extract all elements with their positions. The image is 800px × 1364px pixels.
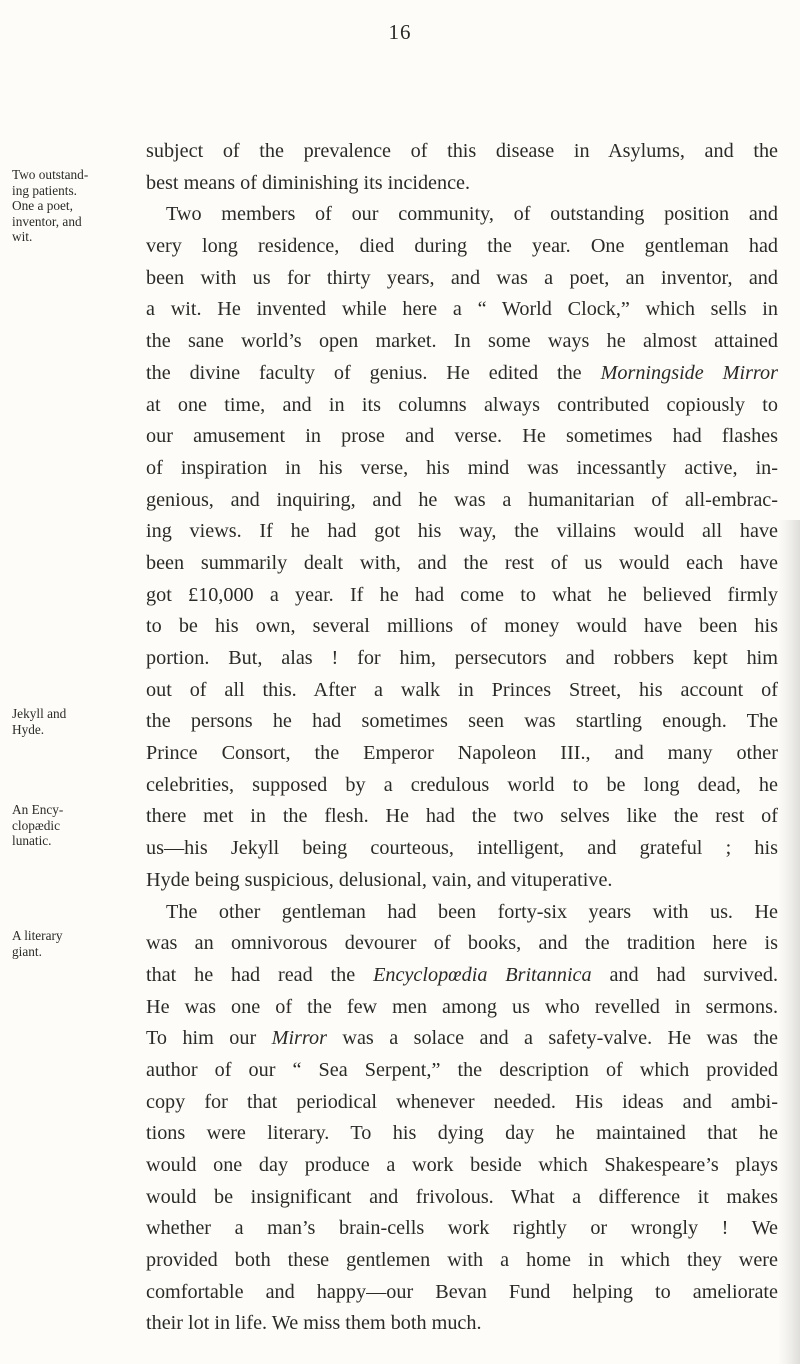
text-line [146,1245,778,1277]
text-line [146,738,778,770]
text-segment: portion. But, alas ! for him, persecutors and robbers kept him [146,647,778,669]
text-segment: provided both these gentlemen with a home in which they were [146,1249,778,1272]
text-segment: the persons he had sometimes seen was startling enough. The [146,710,778,733]
text-line [146,1213,778,1245]
italic-title: Morningside Mirror [600,361,778,384]
text-segment: was a solace and a safety-valve. He was the [326,1027,778,1050]
text-line [146,675,778,707]
text-line [146,1150,778,1182]
text-segment: tions were literary. To his dying day he maintained that he [146,1122,778,1145]
text-segment: would one day produce a work beside which Shakespeare’s plays [146,1154,778,1176]
text-line [146,390,778,422]
text-segment: the sane world’s open market. In some ways he almost attained [146,330,778,353]
text-line [146,1277,778,1309]
text-line [146,611,778,643]
text-line [146,801,778,833]
text-line [146,326,778,358]
text-segment: out of all this. After a walk in Princes Street, his account of [146,678,778,701]
text-line [146,1182,778,1214]
italic-title: Encyclopœdia Britannica [373,963,592,986]
text-line [146,992,778,1024]
margin-note-line: Hyde. [12,721,45,737]
text-segment: ing views. If he had got his way, the villains would all have [146,520,778,543]
text-segment: their lot in life. We miss them both much. [146,1312,482,1335]
text-segment: would be insignificant and frivolous. What a difference it makes [146,1185,778,1208]
text-line [146,485,778,517]
body-text [146,136,778,1340]
margin-note-outstanding-patients [12,167,130,245]
margin-note-line: lunatic. [12,833,52,848]
text-line [146,358,778,390]
text-line [146,643,778,675]
text-segment: copy for that periodical whenever needed. His ideas and ambi- [146,1090,778,1113]
text-segment: was an omnivorous devourer of books, and the tradition here is [146,932,778,955]
text-segment: the divine faculty of genius. He edited the [146,361,601,384]
text-segment: Two members of our community, of outstanding position and [166,203,778,226]
text-line [146,865,778,897]
text-line [146,1087,778,1119]
text-segment: whether a man’s brain-cells work rightly or wrongly ! We [146,1217,778,1240]
text-line [146,1308,778,1340]
text-line [146,263,778,295]
text-line [146,168,778,200]
margin-note-line: clopædic [12,817,61,833]
text-segment: To him our [146,1027,272,1050]
text-line [146,706,778,738]
margin-note-line: wit. [12,229,33,244]
text-line [146,421,778,453]
text-segment: a wit. He invented while here a “ World Clock,” which sells in [146,298,778,321]
text-line [146,231,778,263]
margin-note-line: ing patients. [12,182,77,198]
text-line [146,960,778,992]
text-segment: at one time, and in its columns always contributed copiously to [146,393,778,416]
text-segment: He was one of the few men among us who revelled in sermons. [146,995,778,1018]
text-line [146,833,778,865]
margin-note-jekyll-hyde [12,706,130,737]
text-segment: author of our “ Sea Serpent,” the description of which provided [146,1058,778,1081]
text-line [146,453,778,485]
margin-note-line: An Ency- [12,802,64,817]
text-line [146,897,778,929]
margin-note-literary-giant [12,928,130,959]
text-line [146,1023,778,1055]
text-segment: been with us for thirty years, and was a poet, an inventor, and [146,266,778,289]
text-line [146,516,778,548]
text-line [146,1055,778,1087]
text-segment: that he had read the [146,963,374,986]
text-segment: got £10,000 a year. If he had come to what he believed firmly [146,583,778,606]
text-segment: Hyde being suspicious, delusional, vain, and vituperative. [146,868,613,891]
text-line [146,548,778,580]
text-line [146,1118,778,1150]
text-line [146,199,778,231]
page-edge-shadow [778,520,800,1364]
page-number: 16 [388,20,412,44]
text-line [146,136,778,168]
text-segment: The other gentleman had been forty-six years with us. He [166,900,778,923]
text-line [146,580,778,612]
text-segment: comfortable and happy—our Bevan Fund helping to ameliorate [146,1280,778,1303]
text-segment: of inspiration in his verse, his mind was incessantly active, in- [146,456,778,479]
margin-note-line: Jekyll and [12,706,67,721]
margin-note-line: One a poet, [12,198,73,213]
margin-note-encyclopaedic-lunatic [12,802,130,849]
text-segment: our amusement in prose and verse. He sometimes had flashes [146,425,778,448]
text-line [146,294,778,326]
text-segment: Prince Consort, the Emperor Napoleon III., and many other [146,742,778,765]
margin-note-line: giant. [12,943,42,959]
text-segment: genious, and inquiring, and he was a humanitarian of all-embrac- [146,488,778,511]
text-line [146,928,778,960]
margin-note-line: A literary [12,928,63,943]
margin-note-line: inventor, and [12,213,82,229]
text-segment: and had survived. [591,963,779,986]
text-segment: us—his Jekyll being courteous, intelligent, and grateful ; his [146,837,778,860]
margin-note-line: Two outstand- [12,167,89,182]
text-segment: best means of diminishing its incidence. [146,171,471,194]
text-segment: there met in the flesh. He had the two selves like the rest of [146,805,778,828]
text-segment: to be his own, several millions of money would have been his [146,615,778,638]
text-segment: celebrities, supposed by a credulous world to be long dead, he [146,773,778,796]
text-segment: subject of the prevalence of this disease in Asylums, and the [146,140,778,162]
text-segment: very long residence, died during the year. One gentleman had [146,235,778,258]
text-segment: been summarily dealt with, and the rest of us would each have [146,551,778,574]
italic-title: Mirror [271,1027,327,1050]
text-line [146,770,778,802]
